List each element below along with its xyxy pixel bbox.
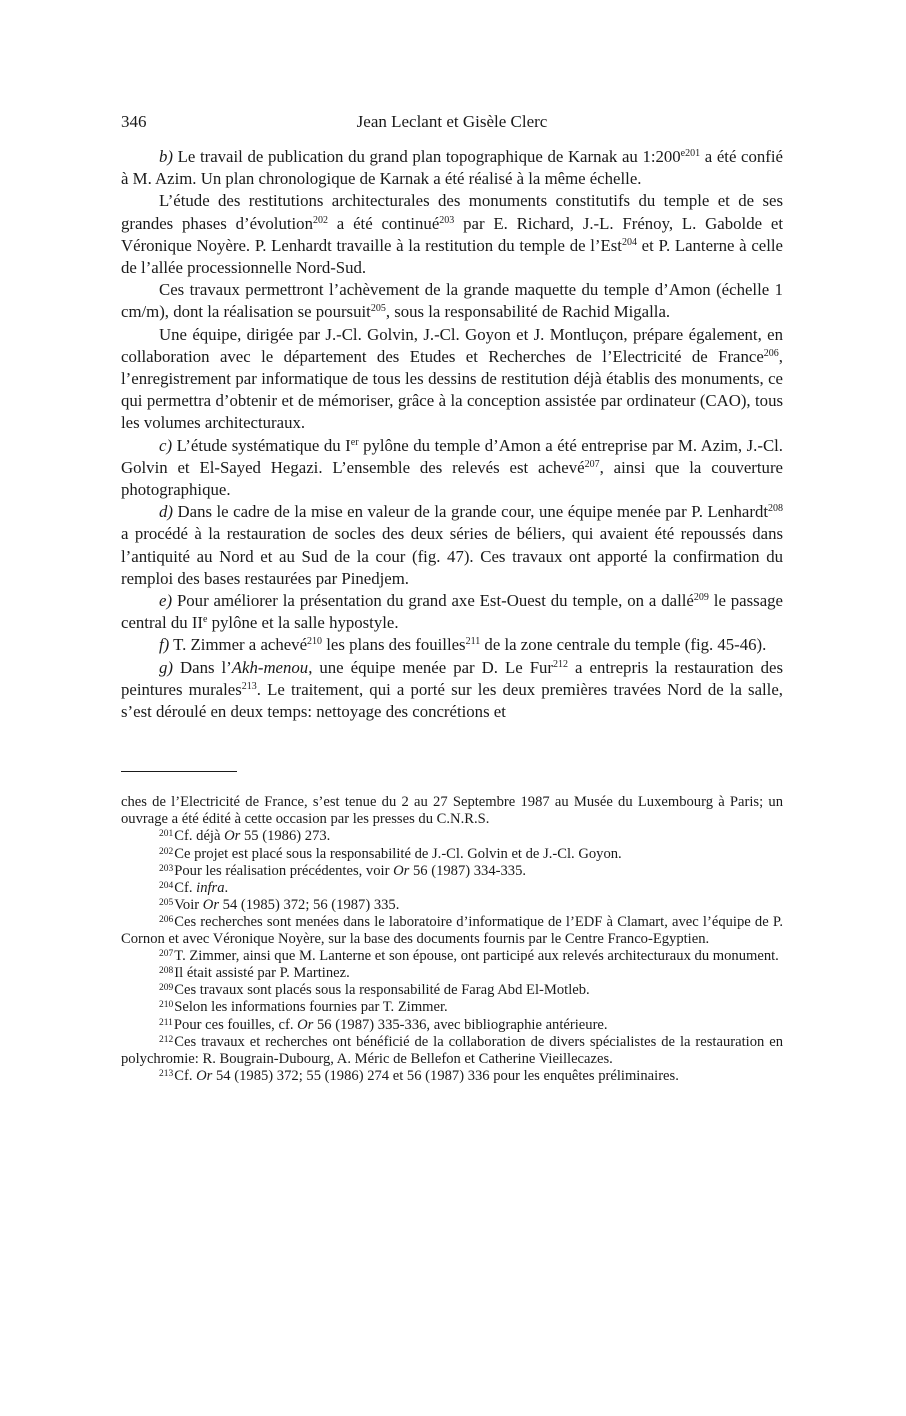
page-number: 346 xyxy=(121,112,147,131)
footnote-number: 202 xyxy=(159,846,174,857)
text: Cf. déjà xyxy=(174,828,225,845)
footnote-number: 205 xyxy=(159,897,174,908)
emphasis: infra xyxy=(196,879,225,896)
text: par E. Richard, J.-L. Frénoy, L. Gabolde et Véronique Noyère. P. Lenhardt travaille à la restitution du temple de l’Est xyxy=(121,213,783,255)
text: Ces travaux et recherches ont bénéficié de la collaboration de divers spécialistes de la restauration en polychromie: R. Bougrain-Dubourg, A. Méric de Bellefon et Catherine Vieillecazes. xyxy=(121,1033,783,1067)
footnote-212 xyxy=(121,1034,783,1068)
footnote-ref-203[interactable]: 203 xyxy=(439,214,455,226)
text: T. Zimmer a achevé xyxy=(169,635,308,655)
paragraph-b xyxy=(121,146,783,190)
main-text xyxy=(121,146,783,723)
footnote-206 xyxy=(121,914,783,948)
text: a été confié à M. Azim. Un plan chronologique de Karnak a été réalisé à la même échelle. xyxy=(121,147,783,189)
text: , l’enregistrement par informatique de tous les dessins de restitution déjà établis des monuments, ce qui permettra d’obtenir et de mémoriser, grâce à la conception assistée par ordinateur (CAO), tous les volumes architecturaux. xyxy=(121,346,783,433)
footnote-number: 210 xyxy=(159,1000,174,1011)
paragraph-maquette xyxy=(121,279,783,323)
footnote-ref-212[interactable]: 212 xyxy=(553,658,569,670)
paragraph-d xyxy=(121,501,783,590)
footnote-number: 204 xyxy=(159,880,174,891)
text: 54 (1985) 372; 56 (1987) 335. xyxy=(219,896,400,913)
item-label: e) xyxy=(159,591,173,611)
text: pylône et la salle hypostyle. xyxy=(207,613,399,633)
footnote-ref-202[interactable]: 202 xyxy=(312,214,328,226)
emphasis: Or xyxy=(196,1067,213,1084)
superscript: e xyxy=(680,148,686,159)
text: Cf. xyxy=(174,879,197,896)
page-header xyxy=(121,112,783,138)
emphasis: Akh-menou xyxy=(231,657,309,677)
text: . Le traitement, qui a porté sur les deux premières travées Nord de la salle, s’est déroulé en deux temps: nettoyage des concrétions et xyxy=(121,679,783,722)
footnote-204 xyxy=(121,880,783,897)
footnote-ref-206[interactable]: 206 xyxy=(763,347,779,359)
footnote-number: 212 xyxy=(159,1034,174,1045)
footnote-continuation: ches de l’Electricité de France, s’est tenue du 2 au 27 Septembre 1987 au Musée du Luxembourg à Paris; un ouvrage a été édité à cette occasion par les presses du C.N.R.S. xyxy=(121,794,783,828)
emphasis: Or xyxy=(202,896,219,913)
footnote-number: 208 xyxy=(159,966,174,977)
footnote-ref-208[interactable]: 208 xyxy=(768,503,783,515)
paragraph-f xyxy=(121,634,783,656)
footnote-ref-207[interactable]: 207 xyxy=(584,458,600,470)
text: Le travail de publication du grand plan topographique de Karnak au 1:200 xyxy=(172,147,681,166)
text: Pour les réalisation précédentes, voir xyxy=(174,862,394,879)
footnote-210 xyxy=(121,999,783,1016)
text: a entrepris la restauration des peintures murales xyxy=(121,657,783,699)
text: de la zone centrale du temple (fig. 45-46). xyxy=(480,635,767,655)
item-label: f) xyxy=(159,635,170,655)
text: et P. Lanterne à celle de l’allée processionnelle Nord-Sud. xyxy=(121,235,783,278)
paragraph-g xyxy=(121,657,783,724)
emphasis: Or xyxy=(297,1016,314,1033)
footnote-separator xyxy=(121,771,237,772)
paragraph-restitutions xyxy=(121,190,783,279)
footnote-ref-213[interactable]: 213 xyxy=(241,680,257,692)
text: , ainsi que la couverture photographique. xyxy=(121,457,783,500)
text: 56 (1987) 335-336, avec bibliographie antérieure. xyxy=(313,1016,608,1033)
page xyxy=(121,112,783,1085)
text: Dans l’ xyxy=(172,657,232,677)
footnote-209 xyxy=(121,982,783,999)
text: Ces travaux sont placés sous la responsabilité de Farag Abd El-Motleb. xyxy=(174,982,590,999)
footnote-number: 203 xyxy=(159,863,174,874)
footnote-207 xyxy=(121,948,783,965)
text: Voir xyxy=(174,896,203,913)
footnotes xyxy=(121,794,783,1085)
footnote-number: 201 xyxy=(159,829,174,840)
footnote-203 xyxy=(121,863,783,880)
text: a été continué xyxy=(327,213,440,233)
footnote-number: 209 xyxy=(159,983,174,994)
text: L’étude systématique du I xyxy=(172,435,351,455)
text: a procédé à la restauration de socles des deux séries de béliers, qui avaient été repoussés dans l’antiquité au Nord et au Sud de la cour (fig. 47). Ces travaux ont apporté la confirmation du remploi des bases restaurées par Pinedjem. xyxy=(121,524,783,588)
superscript: er xyxy=(350,436,359,448)
footnote-number: 211 xyxy=(159,1017,173,1028)
text: , une équipe menée par D. Le Fur xyxy=(308,657,554,677)
text: Ce projet est placé sous la responsabilité de J.-Cl. Golvin et de J.-Cl. Goyon. xyxy=(174,845,622,862)
text: L’étude des restitutions architecturales des monuments constitutifs du temple et de ses grandes phases d’évolution xyxy=(121,191,783,233)
item-label: g) xyxy=(159,657,173,677)
footnote-number: 206 xyxy=(159,914,174,925)
paragraph-c xyxy=(121,435,783,502)
paragraph-equipe xyxy=(121,324,783,435)
footnote-205 xyxy=(121,897,783,914)
text: 56 (1987) 334-335. xyxy=(409,862,527,879)
text: Pour ces fouilles, cf. xyxy=(173,1016,298,1033)
text: pylône du temple d’Amon a été entreprise par M. Azim, J.-Cl. Golvin et El-Sayed Hegazi. L’ensemble des relevés est achevé xyxy=(121,435,783,477)
footnote-202 xyxy=(121,846,783,863)
text: Ces recherches sont menées dans le laboratoire d’informatique de l’EDF à Clamart, avec l’équipe de P. Cornon et avec Véronique Noyère, sur la base des documents fournis par le Centre Franco-Egyptien. xyxy=(121,913,783,948)
item-label: c) xyxy=(159,435,173,455)
footnote-208 xyxy=(121,965,783,982)
text: Selon les informations fournies par T. Zimmer. xyxy=(174,999,448,1016)
superscript: e xyxy=(203,614,208,626)
footnote-211 xyxy=(121,1017,783,1034)
text: le passage central du II xyxy=(121,591,783,633)
footnote-ref-201[interactable]: 201 xyxy=(685,148,701,159)
footnote-number: 213 xyxy=(159,1068,174,1079)
footnote-ref-204[interactable]: 204 xyxy=(621,236,637,248)
text: les plans des fouilles xyxy=(322,635,466,655)
text: Dans le cadre de la mise en valeur de la grande cour, une équipe menée par P. Lenhardt xyxy=(172,502,768,522)
text: 55 (1986) 273. xyxy=(240,828,331,845)
footnote-number: 207 xyxy=(159,949,174,960)
item-label: b) xyxy=(159,147,173,166)
footnote-ref-209[interactable]: 209 xyxy=(693,592,709,604)
text: Pour améliorer la présentation du grand axe Est-Ouest du temple, on a dallé xyxy=(172,591,694,611)
emphasis: Or xyxy=(224,828,241,845)
item-label: d) xyxy=(159,502,173,522)
text: Cf. xyxy=(174,1067,197,1084)
paragraph-e xyxy=(121,590,783,634)
footnote-ref-205[interactable]: 205 xyxy=(370,303,386,315)
running-title: Jean Leclant et Gisèle Clerc xyxy=(356,112,548,131)
footnote-ref-211[interactable]: 211 xyxy=(465,636,481,648)
text: Il était assisté par P. Martinez. xyxy=(174,965,350,982)
footnote-ref-210[interactable]: 210 xyxy=(307,636,323,648)
text: T. Zimmer, ainsi que M. Lanterne et son épouse, ont participé aux relevés architecturaux du monument. xyxy=(174,948,779,965)
footnote-213 xyxy=(121,1068,783,1085)
text: Une équipe, dirigée par J.-Cl. Golvin, J.-Cl. Goyon et J. Montluçon, prépare également, en collaboration avec le département des Etudes et Recherches de l’Electricité de France xyxy=(121,324,783,366)
emphasis: Or xyxy=(393,862,410,879)
footnote-201 xyxy=(121,828,783,845)
text: Ces travaux permettront l’achèvement de la grande maquette du temple d’Amon (échelle 1 cm/m), dont la réalisation se poursuit xyxy=(121,280,783,322)
text: . xyxy=(224,879,229,896)
text: , sous la responsabilité de Rachid Migalla. xyxy=(385,302,671,322)
text: 54 (1985) 372; 55 (1986) 274 et 56 (1987) 336 pour les enquêtes préliminaires. xyxy=(212,1067,679,1084)
